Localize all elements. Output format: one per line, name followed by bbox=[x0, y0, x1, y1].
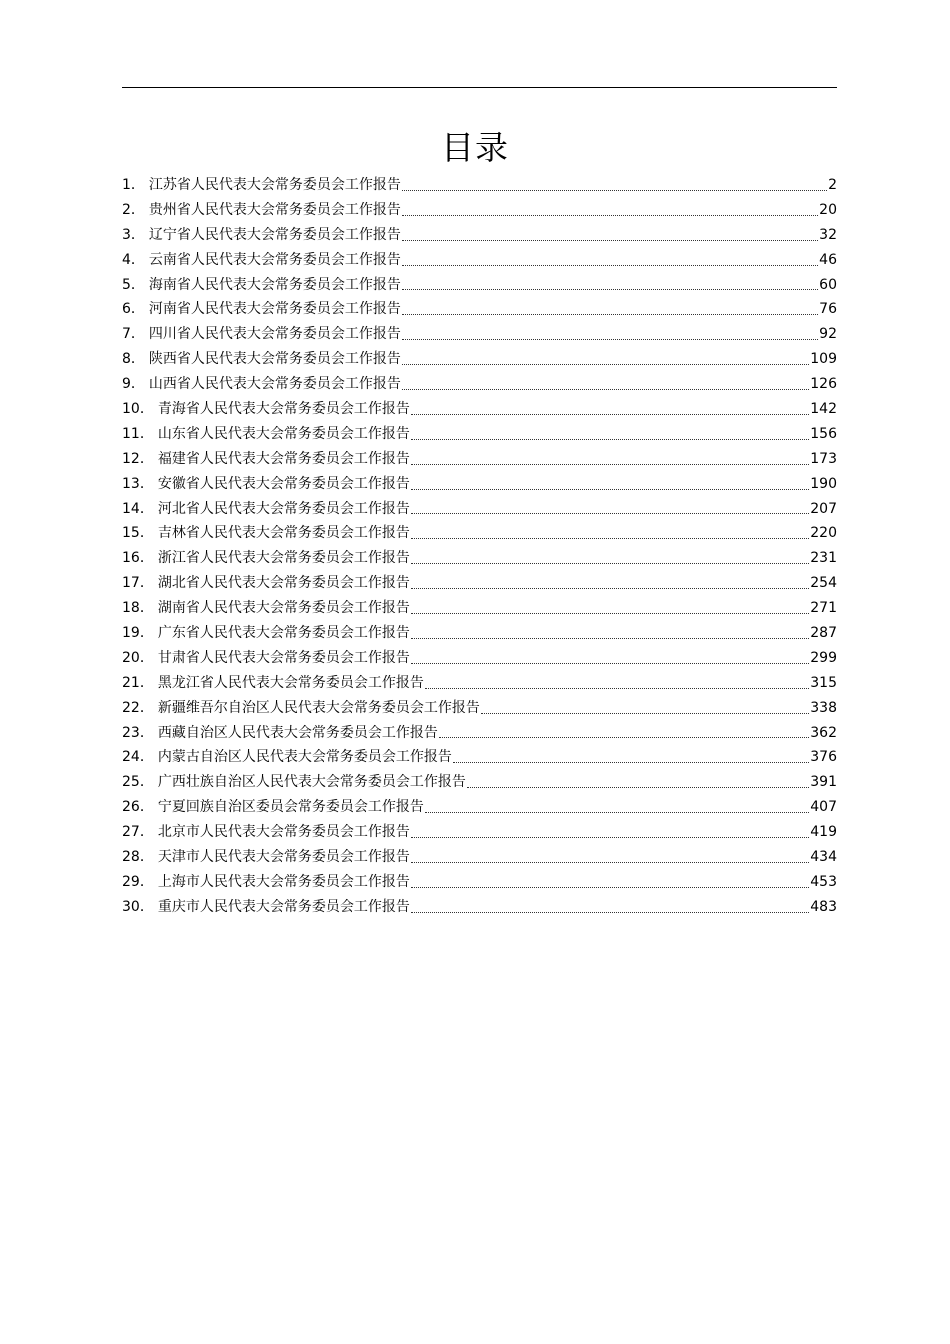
toc-entry[interactable] bbox=[122, 646, 837, 671]
toc-entry-page-number[interactable]: 299 bbox=[810, 649, 837, 666]
toc-dot-leader bbox=[411, 489, 809, 490]
toc-entry-title[interactable]: 湖南省人民代表大会常务委员会工作报告 bbox=[157, 600, 410, 617]
toc-dot-leader bbox=[425, 688, 809, 689]
toc-dot-leader bbox=[402, 314, 818, 315]
toc-entry[interactable] bbox=[122, 895, 837, 920]
toc-entry-title[interactable]: 黑龙江省人民代表大会常务委员会工作报告 bbox=[157, 674, 424, 691]
toc-entry-page-number[interactable]: 220 bbox=[810, 525, 837, 542]
toc-entry-page-number[interactable]: 109 bbox=[810, 351, 837, 368]
toc-entry-number: 7． bbox=[122, 326, 145, 343]
toc-entry[interactable] bbox=[122, 497, 837, 522]
toc-entry-number: 28． bbox=[122, 849, 154, 866]
toc-entry-number: 18． bbox=[122, 600, 154, 617]
toc-entry-number: 14． bbox=[122, 500, 154, 517]
toc-entry-title[interactable]: 重庆市人民代表大会常务委员会工作报告 bbox=[157, 898, 410, 915]
toc-entry-number: 17． bbox=[122, 575, 154, 592]
toc-entry-page-number[interactable]: 391 bbox=[810, 774, 837, 791]
toc-entry[interactable] bbox=[122, 870, 837, 895]
toc-entry-number: 25． bbox=[122, 774, 154, 791]
toc-entry-number: 4． bbox=[122, 251, 145, 268]
toc-dot-leader bbox=[402, 289, 818, 290]
toc-entry-title[interactable]: 云南省人民代表大会常务委员会工作报告 bbox=[148, 251, 401, 268]
toc-entry-number: 16． bbox=[122, 550, 154, 567]
toc-entry[interactable] bbox=[122, 422, 837, 447]
toc-entry[interactable] bbox=[122, 322, 837, 347]
toc-dot-leader bbox=[411, 613, 809, 614]
toc-entry-page-number[interactable]: 20 bbox=[819, 201, 837, 218]
toc-entry-title[interactable]: 广东省人民代表大会常务委员会工作报告 bbox=[157, 625, 410, 642]
toc-entry-page-number[interactable]: 76 bbox=[819, 301, 837, 318]
toc-entry[interactable] bbox=[122, 696, 837, 721]
toc-dot-leader bbox=[402, 364, 809, 365]
toc-dot-leader bbox=[411, 563, 809, 564]
toc-entry-title[interactable]: 宁夏回族自治区委员会常务委员会工作报告 bbox=[157, 799, 424, 816]
toc-entry-title[interactable]: 北京市人民代表大会常务委员会工作报告 bbox=[157, 824, 410, 841]
toc-entry-page-number[interactable]: 142 bbox=[810, 401, 837, 417]
toc-dot-leader bbox=[481, 713, 809, 714]
toc-dot-leader bbox=[411, 414, 809, 415]
toc-entry-page-number[interactable]: 407 bbox=[810, 799, 837, 816]
toc-entry-title[interactable]: 青海省人民代表大会常务委员会工作报告 bbox=[157, 401, 410, 417]
toc-entry-number: 24． bbox=[122, 749, 154, 766]
toc-entry-number: 27． bbox=[122, 824, 154, 841]
toc-entry-title[interactable]: 湖北省人民代表大会常务委员会工作报告 bbox=[157, 575, 410, 592]
toc-entry-page-number[interactable]: 2 bbox=[828, 176, 837, 193]
toc-entry-number: 26． bbox=[122, 799, 154, 816]
toc-entry-page-number[interactable]: 315 bbox=[810, 674, 837, 691]
toc-entry-page-number[interactable]: 419 bbox=[810, 824, 837, 841]
toc-dot-leader bbox=[467, 787, 809, 788]
toc-entry-number: 5． bbox=[122, 276, 145, 293]
toc-dot-leader bbox=[411, 513, 809, 514]
toc-entry-title[interactable]: 安徽省人民代表大会常务委员会工作报告 bbox=[157, 475, 410, 492]
toc-entry-title[interactable]: 四川省人民代表大会常务委员会工作报告 bbox=[148, 326, 401, 343]
toc-dot-leader bbox=[402, 190, 827, 191]
toc-entry-page-number[interactable]: 231 bbox=[810, 550, 837, 567]
toc-dot-leader bbox=[411, 887, 809, 888]
toc-entry-page-number[interactable]: 32 bbox=[819, 226, 837, 243]
toc-dot-leader bbox=[411, 439, 809, 440]
toc-entry[interactable] bbox=[122, 397, 837, 422]
toc-entry-number: 21． bbox=[122, 674, 154, 691]
toc-dot-leader bbox=[411, 588, 809, 589]
toc-entry-page-number[interactable]: 287 bbox=[810, 625, 837, 642]
toc-entry[interactable] bbox=[122, 745, 837, 770]
toc-entry[interactable] bbox=[122, 198, 837, 223]
toc-entry-number: 10． bbox=[122, 401, 154, 417]
toc-entry-number: 2． bbox=[122, 201, 145, 218]
page-title: 目录 bbox=[441, 128, 509, 167]
toc-entry-number: 12． bbox=[122, 450, 154, 467]
toc-dot-leader bbox=[402, 389, 809, 390]
toc-entry-number: 15． bbox=[122, 525, 154, 542]
toc-entry-page-number[interactable]: 46 bbox=[819, 251, 837, 268]
toc-entry-title[interactable]: 甘肃省人民代表大会常务委员会工作报告 bbox=[157, 649, 410, 666]
toc-entry-title[interactable]: 福建省人民代表大会常务委员会工作报告 bbox=[157, 450, 410, 467]
toc-entry-number: 23． bbox=[122, 724, 154, 741]
header-rule bbox=[122, 87, 837, 88]
toc-entry-title[interactable]: 内蒙古自治区人民代表大会常务委员会工作报告 bbox=[157, 749, 452, 766]
toc-entry-page-number[interactable]: 126 bbox=[810, 376, 837, 393]
toc-entry-number: 20． bbox=[122, 649, 154, 666]
toc-dot-leader bbox=[453, 762, 809, 763]
toc-entry[interactable] bbox=[122, 770, 837, 795]
toc-entry[interactable] bbox=[122, 372, 837, 397]
toc-entry[interactable] bbox=[122, 795, 837, 820]
toc-entry-title[interactable]: 天津市人民代表大会常务委员会工作报告 bbox=[157, 849, 410, 866]
toc-entry-number: 22． bbox=[122, 699, 154, 716]
toc-entry-title[interactable]: 江苏省人民代表大会常务委员会工作报告 bbox=[148, 176, 401, 193]
toc-entry-page-number[interactable]: 92 bbox=[819, 326, 837, 343]
toc-entry[interactable] bbox=[122, 820, 837, 845]
toc-entry[interactable] bbox=[122, 571, 837, 596]
toc-entry[interactable] bbox=[122, 546, 837, 571]
toc-dot-leader bbox=[411, 638, 809, 639]
toc-entry-page-number[interactable]: 271 bbox=[810, 600, 837, 617]
toc-dot-leader bbox=[411, 663, 809, 664]
toc-entry-page-number[interactable]: 453 bbox=[810, 873, 837, 890]
toc-entry-page-number[interactable]: 434 bbox=[810, 849, 837, 866]
toc-entry-title[interactable]: 山东省人民代表大会常务委员会工作报告 bbox=[157, 425, 410, 442]
toc-entry-page-number[interactable]: 156 bbox=[810, 425, 837, 442]
toc-entry-page-number[interactable]: 483 bbox=[810, 898, 837, 915]
toc-dot-leader bbox=[402, 215, 818, 216]
toc-entry-number: 8． bbox=[122, 351, 145, 368]
toc-entry-title[interactable]: 广西壮族自治区人民代表大会常务委员会工作报告 bbox=[157, 774, 466, 791]
toc-entry-page-number[interactable]: 376 bbox=[810, 749, 837, 766]
toc-entry-page-number[interactable]: 338 bbox=[810, 699, 837, 716]
toc-entry-number: 29． bbox=[122, 873, 154, 890]
toc-entry-title[interactable]: 新疆维吾尔自治区人民代表大会常务委员会工作报告 bbox=[157, 699, 480, 716]
toc-entry-number: 3． bbox=[122, 226, 145, 243]
toc-entry-number: 9． bbox=[122, 376, 145, 393]
toc-entry-title[interactable]: 辽宁省人民代表大会常务委员会工作报告 bbox=[148, 226, 401, 243]
toc-entry[interactable] bbox=[122, 223, 837, 248]
toc-dot-leader bbox=[411, 862, 809, 863]
toc-entry[interactable] bbox=[122, 845, 837, 870]
toc-entry-title[interactable]: 吉林省人民代表大会常务委员会工作报告 bbox=[157, 525, 410, 542]
toc-entry[interactable] bbox=[122, 273, 837, 298]
toc-entry-title[interactable]: 河南省人民代表大会常务委员会工作报告 bbox=[148, 301, 401, 318]
toc-entry-title[interactable]: 浙江省人民代表大会常务委员会工作报告 bbox=[157, 550, 410, 567]
toc-entry[interactable] bbox=[122, 347, 837, 372]
toc-entry[interactable] bbox=[122, 297, 837, 322]
toc-entry-title[interactable]: 陕西省人民代表大会常务委员会工作报告 bbox=[148, 351, 401, 368]
table-of-contents bbox=[122, 173, 837, 920]
toc-entry-page-number[interactable]: 173 bbox=[810, 450, 837, 467]
toc-entry-page-number[interactable]: 207 bbox=[810, 500, 837, 517]
toc-entry-number: 13． bbox=[122, 475, 154, 492]
toc-entry-number: 6． bbox=[122, 301, 145, 318]
toc-entry-title[interactable]: 海南省人民代表大会常务委员会工作报告 bbox=[148, 276, 401, 293]
toc-entry-number: 11． bbox=[122, 425, 154, 442]
toc-entry[interactable] bbox=[122, 447, 837, 472]
toc-dot-leader bbox=[411, 538, 809, 539]
toc-dot-leader bbox=[425, 812, 809, 813]
toc-entry[interactable] bbox=[122, 721, 837, 746]
toc-dot-leader bbox=[411, 837, 809, 838]
toc-entry[interactable] bbox=[122, 596, 837, 621]
toc-entry-number: 19． bbox=[122, 625, 154, 642]
toc-entry[interactable] bbox=[122, 472, 837, 497]
toc-entry-page-number[interactable]: 362 bbox=[810, 724, 837, 741]
toc-entry-page-number[interactable]: 254 bbox=[810, 575, 837, 592]
toc-entry[interactable] bbox=[122, 671, 837, 696]
toc-dot-leader bbox=[402, 339, 818, 340]
toc-entry-title[interactable]: 山西省人民代表大会常务委员会工作报告 bbox=[148, 376, 401, 393]
toc-entry-title[interactable]: 上海市人民代表大会常务委员会工作报告 bbox=[157, 873, 410, 890]
toc-dot-leader bbox=[402, 240, 818, 241]
toc-entry[interactable] bbox=[122, 521, 837, 546]
toc-entry-title[interactable]: 河北省人民代表大会常务委员会工作报告 bbox=[157, 500, 410, 517]
toc-dot-leader bbox=[411, 464, 809, 465]
toc-entry[interactable] bbox=[122, 621, 837, 646]
toc-dot-leader bbox=[402, 265, 818, 266]
toc-entry-number: 30． bbox=[122, 898, 154, 915]
toc-entry[interactable] bbox=[122, 173, 837, 198]
toc-entry-title[interactable]: 贵州省人民代表大会常务委员会工作报告 bbox=[148, 201, 401, 218]
toc-dot-leader bbox=[411, 912, 809, 913]
toc-entry-page-number[interactable]: 60 bbox=[819, 276, 837, 293]
toc-entry[interactable] bbox=[122, 248, 837, 273]
toc-entry-title[interactable]: 西藏自治区人民代表大会常务委员会工作报告 bbox=[157, 724, 438, 741]
toc-entry-page-number[interactable]: 190 bbox=[810, 475, 837, 492]
toc-entry-number: 1． bbox=[122, 176, 145, 193]
toc-dot-leader bbox=[439, 737, 809, 738]
